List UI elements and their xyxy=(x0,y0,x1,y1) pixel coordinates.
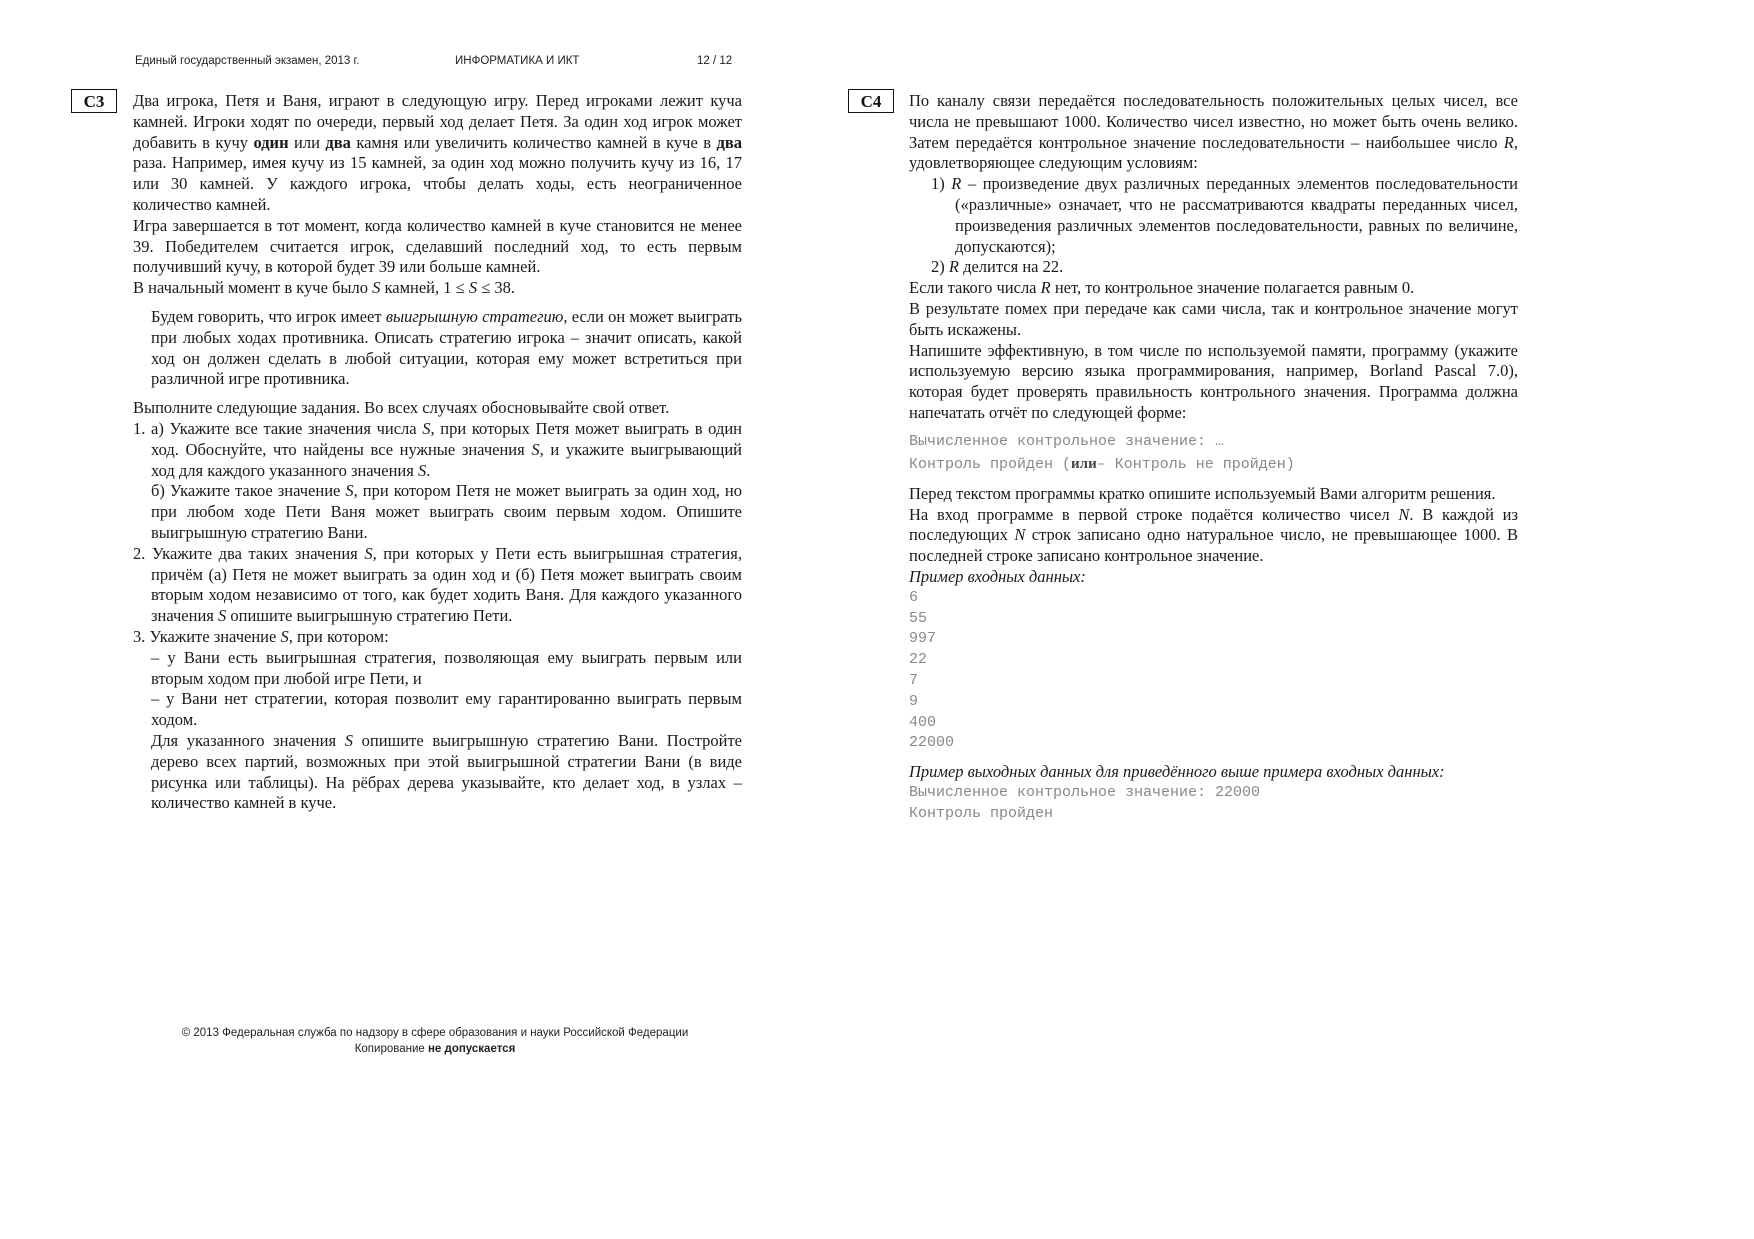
c4-input-line: 9 xyxy=(909,692,919,710)
header-exam: Единый государственный экзамен, 2013 г. xyxy=(135,55,360,67)
c4-output-line: Контроль пройден xyxy=(909,804,1054,822)
c4-input-example-title: Пример входных данных: xyxy=(909,566,1086,586)
task-c4-text xyxy=(909,91,1518,825)
c4-condition-2: 2) R делится на 22. xyxy=(931,257,1064,277)
task-c3-text xyxy=(133,91,742,814)
c4-output-form-line-1: Вычисленное контрольное значение: … xyxy=(909,432,1225,450)
c4-output-form-line-2: Контроль пройден (или– Контроль не пройден) xyxy=(909,455,1295,473)
c4-input-line: 22 xyxy=(909,651,928,669)
c4-paragraph-5: Перед текстом программы кратко опишите используемый Вами алгоритм решения. xyxy=(909,483,1496,503)
task-c3-label: C3 xyxy=(71,89,117,113)
c3-question-1b: б) Укажите такое значение S, при котором Петя не может выиграть за один ход, но при любом ходе Пети Ваня может выиграть своим первым ходом. Опишите выигрышную стратегию Вани. xyxy=(151,481,742,542)
c3-question-3-task: Для указанного значения S опишите выигрышную стратегию Вани. Постройте дерево всех партий, возможных при этой выигрышной стратегии Вани (в виде рисунка или таблицы). На рёбрах дерева указывайте, кто делает ход, в узлах – количество камней в куче. xyxy=(151,730,742,813)
footer-copy-notice: Копирование не допускается xyxy=(354,1043,516,1055)
c3-question-3-item-2: – у Вани нет стратегии, которая позволит ему гарантированно выиграть первым ходом. xyxy=(151,689,742,730)
c3-question-3: 3. Укажите значение S, при котором: xyxy=(133,626,389,646)
c3-paragraph-1: Два игрока, Петя и Ваня, играют в следующую игру. Перед игроками лежит куча камней. Игроки ходят по очереди, первый ход делает Петя. За один ход игрок может добавить в кучу один или два камня или увеличить количество камней в куче в два раза. Например, имея кучу из 15 камней, за один ход можно получить кучу из 16, 17 или 30 камней. У каждого игрока, чтобы делать ходы, есть неограниченное количество камней. xyxy=(133,91,742,214)
c3-instructions: Выполните следующие задания. Во всех случаях обосновывайте свой ответ. xyxy=(133,398,670,418)
c4-input-line: 997 xyxy=(909,630,937,648)
c4-paragraph-2: Если такого числа R нет, то контрольное значение полагается равным 0. xyxy=(909,278,1415,298)
c3-question-1a: 1. а) Укажите все такие значения числа S, при которых Петя может выиграть в один ход. Обоснуйте, что найдены все нужные значения S, и укажите выигрывающий ход для каждого указанного значения S. xyxy=(133,418,742,480)
footer-copyright: © 2013 Федеральная служба по надзору в сфере образования и науки Российской Федерации xyxy=(181,1027,689,1039)
header-page: 12 / 12 xyxy=(697,55,733,67)
c3-definition: Будем говорить, что игрок имеет выигрышную стратегию, если он может выиграть при любых ходах противника. Описать стратегию игрока – значит описать, какой ход он должен сделать в любой ситуации, которая ему может встретиться при различной игре противника. xyxy=(151,306,742,389)
task-c4-label: C4 xyxy=(848,89,894,113)
c4-input-line: 22000 xyxy=(909,734,955,752)
c4-paragraph-6: На вход программе в первой строке подаётся количество чисел N. В каждой из последующих N строк записано одно натуральное число, не превышающее 1000. В последней строке записано контрольное значение. xyxy=(909,504,1518,566)
c4-paragraph-4: Напишите эффективную, в том числе по используемой памяти, программу (укажите используемую версию языка программирования, например, Borland Pascal 7.0), которая будет проверять правильность контрольного значения. Программа должна напечатать отчёт по следующей форме: xyxy=(909,340,1518,422)
c4-paragraph-1: По каналу связи передаётся последовательность положительных целых чисел, все числа не превышают 1000. Количество чисел известно, но может быть очень велико. Затем передаётся контрольное значение последовательности – наибольшее число R, удовлетворяющее следующим условиям: xyxy=(909,91,1518,173)
header-subject: ИНФОРМАТИКА И ИКТ xyxy=(455,55,580,67)
c4-input-line: 55 xyxy=(909,609,928,627)
c4-input-line: 6 xyxy=(909,588,919,606)
footer xyxy=(135,1025,735,1057)
c4-input-line: 7 xyxy=(909,671,919,689)
c3-paragraph-2: Игра завершается в тот момент, когда количество камней в куче становится не менее 39. Победителем считается игрок, сделавший последний ход, то есть первым получивший кучу, в которой будет 39 или больше камней. xyxy=(133,215,742,277)
c3-paragraph-3: В начальный момент в куче было S камней, 1 ≤ S ≤ 38. xyxy=(133,278,516,298)
c4-output-line: Вычисленное контрольное значение: 22000 xyxy=(909,783,1261,801)
c3-question-3-item-1: – у Вани есть выигрышная стратегия, позволяющая ему выиграть первым или вторым ходом при любой игре Пети, и xyxy=(151,647,742,688)
c4-output-example-title: Пример выходных данных для приведённого выше примера входных данных: xyxy=(909,762,1445,782)
c4-input-line: 400 xyxy=(909,713,937,731)
c4-paragraph-3: В результате помех при передаче как сами числа, так и контрольное значение могут быть искажены. xyxy=(909,298,1518,339)
c4-condition-1: 1) R – произведение двух различных переданных элементов последовательности («различные» означает, что не рассматриваются квадраты переданных чисел, произведения различных элементов последовательности, равных по величине, допускаются); xyxy=(931,174,1518,256)
c3-question-2: 2. Укажите два таких значения S, при которых у Пети есть выигрышная стратегия, причём (а) Петя не может выиграть за один ход и (б) Петя может выиграть своим вторым ходом независимо от того, как будет ходить Ваня. Для каждого указанного значения S опишите выигрышную стратегию Пети. xyxy=(133,543,742,626)
